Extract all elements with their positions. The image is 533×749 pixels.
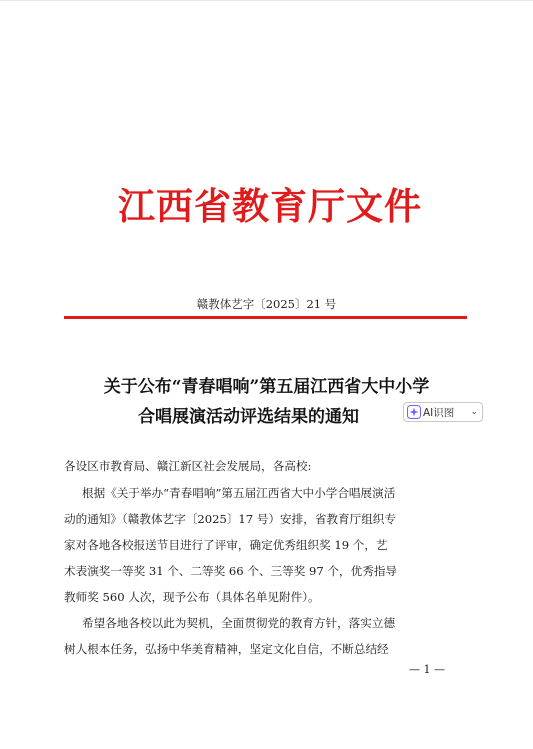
document-header-title: 江西省教育厅文件 <box>118 184 422 228</box>
notice-title-line-2: 合唱展演活动评选结果的通知 <box>138 407 359 427</box>
notice-title-line-1: 关于公布“青春唱响”第五届江西省大中小学 <box>103 377 430 397</box>
chevron-down-icon: ⌄ <box>470 407 478 417</box>
paragraph1-line: 根据《关于举办“青春唱响”第五届江西省大中小学合唱展演活 <box>82 486 396 500</box>
addressee-line: 各设区市教育局、赣江新区社会发展局，各高校: <box>64 459 312 473</box>
paragraph1-line: 家对各地各校报送节目进行了评审，确定优秀组织奖 19 个，艺 <box>64 538 388 552</box>
top-border <box>0 0 533 1</box>
paragraph1-line: 术表演奖一等奖 31 个、二等奖 66 个、三等奖 97 个，优秀指导 <box>64 564 398 578</box>
sparkle-icon <box>407 405 421 419</box>
red-divider-rule <box>64 316 467 319</box>
paragraph2-line: 树人根本任务，弘扬中华美育精神，坚定文化自信，不断总结经 <box>64 642 389 656</box>
paragraph2-line: 希望各地各校以此为契机，全面贯彻党的教育方针，落实立德 <box>82 616 396 630</box>
paragraph1-line: 教师奖 560 人次，现予公布（具体名单见附件）。 <box>64 590 320 604</box>
document-number: 赣教体艺字〔2025〕21 号 <box>196 297 337 311</box>
paragraph1-line: 动的通知》（赣教体艺字〔2025〕17 号）安排，省教育厅组织专 <box>64 512 396 526</box>
page-number: — 1 — <box>409 663 445 676</box>
ai-image-recognition-label: AI识图 <box>423 406 455 419</box>
ai-image-recognition-button[interactable] <box>403 402 483 422</box>
